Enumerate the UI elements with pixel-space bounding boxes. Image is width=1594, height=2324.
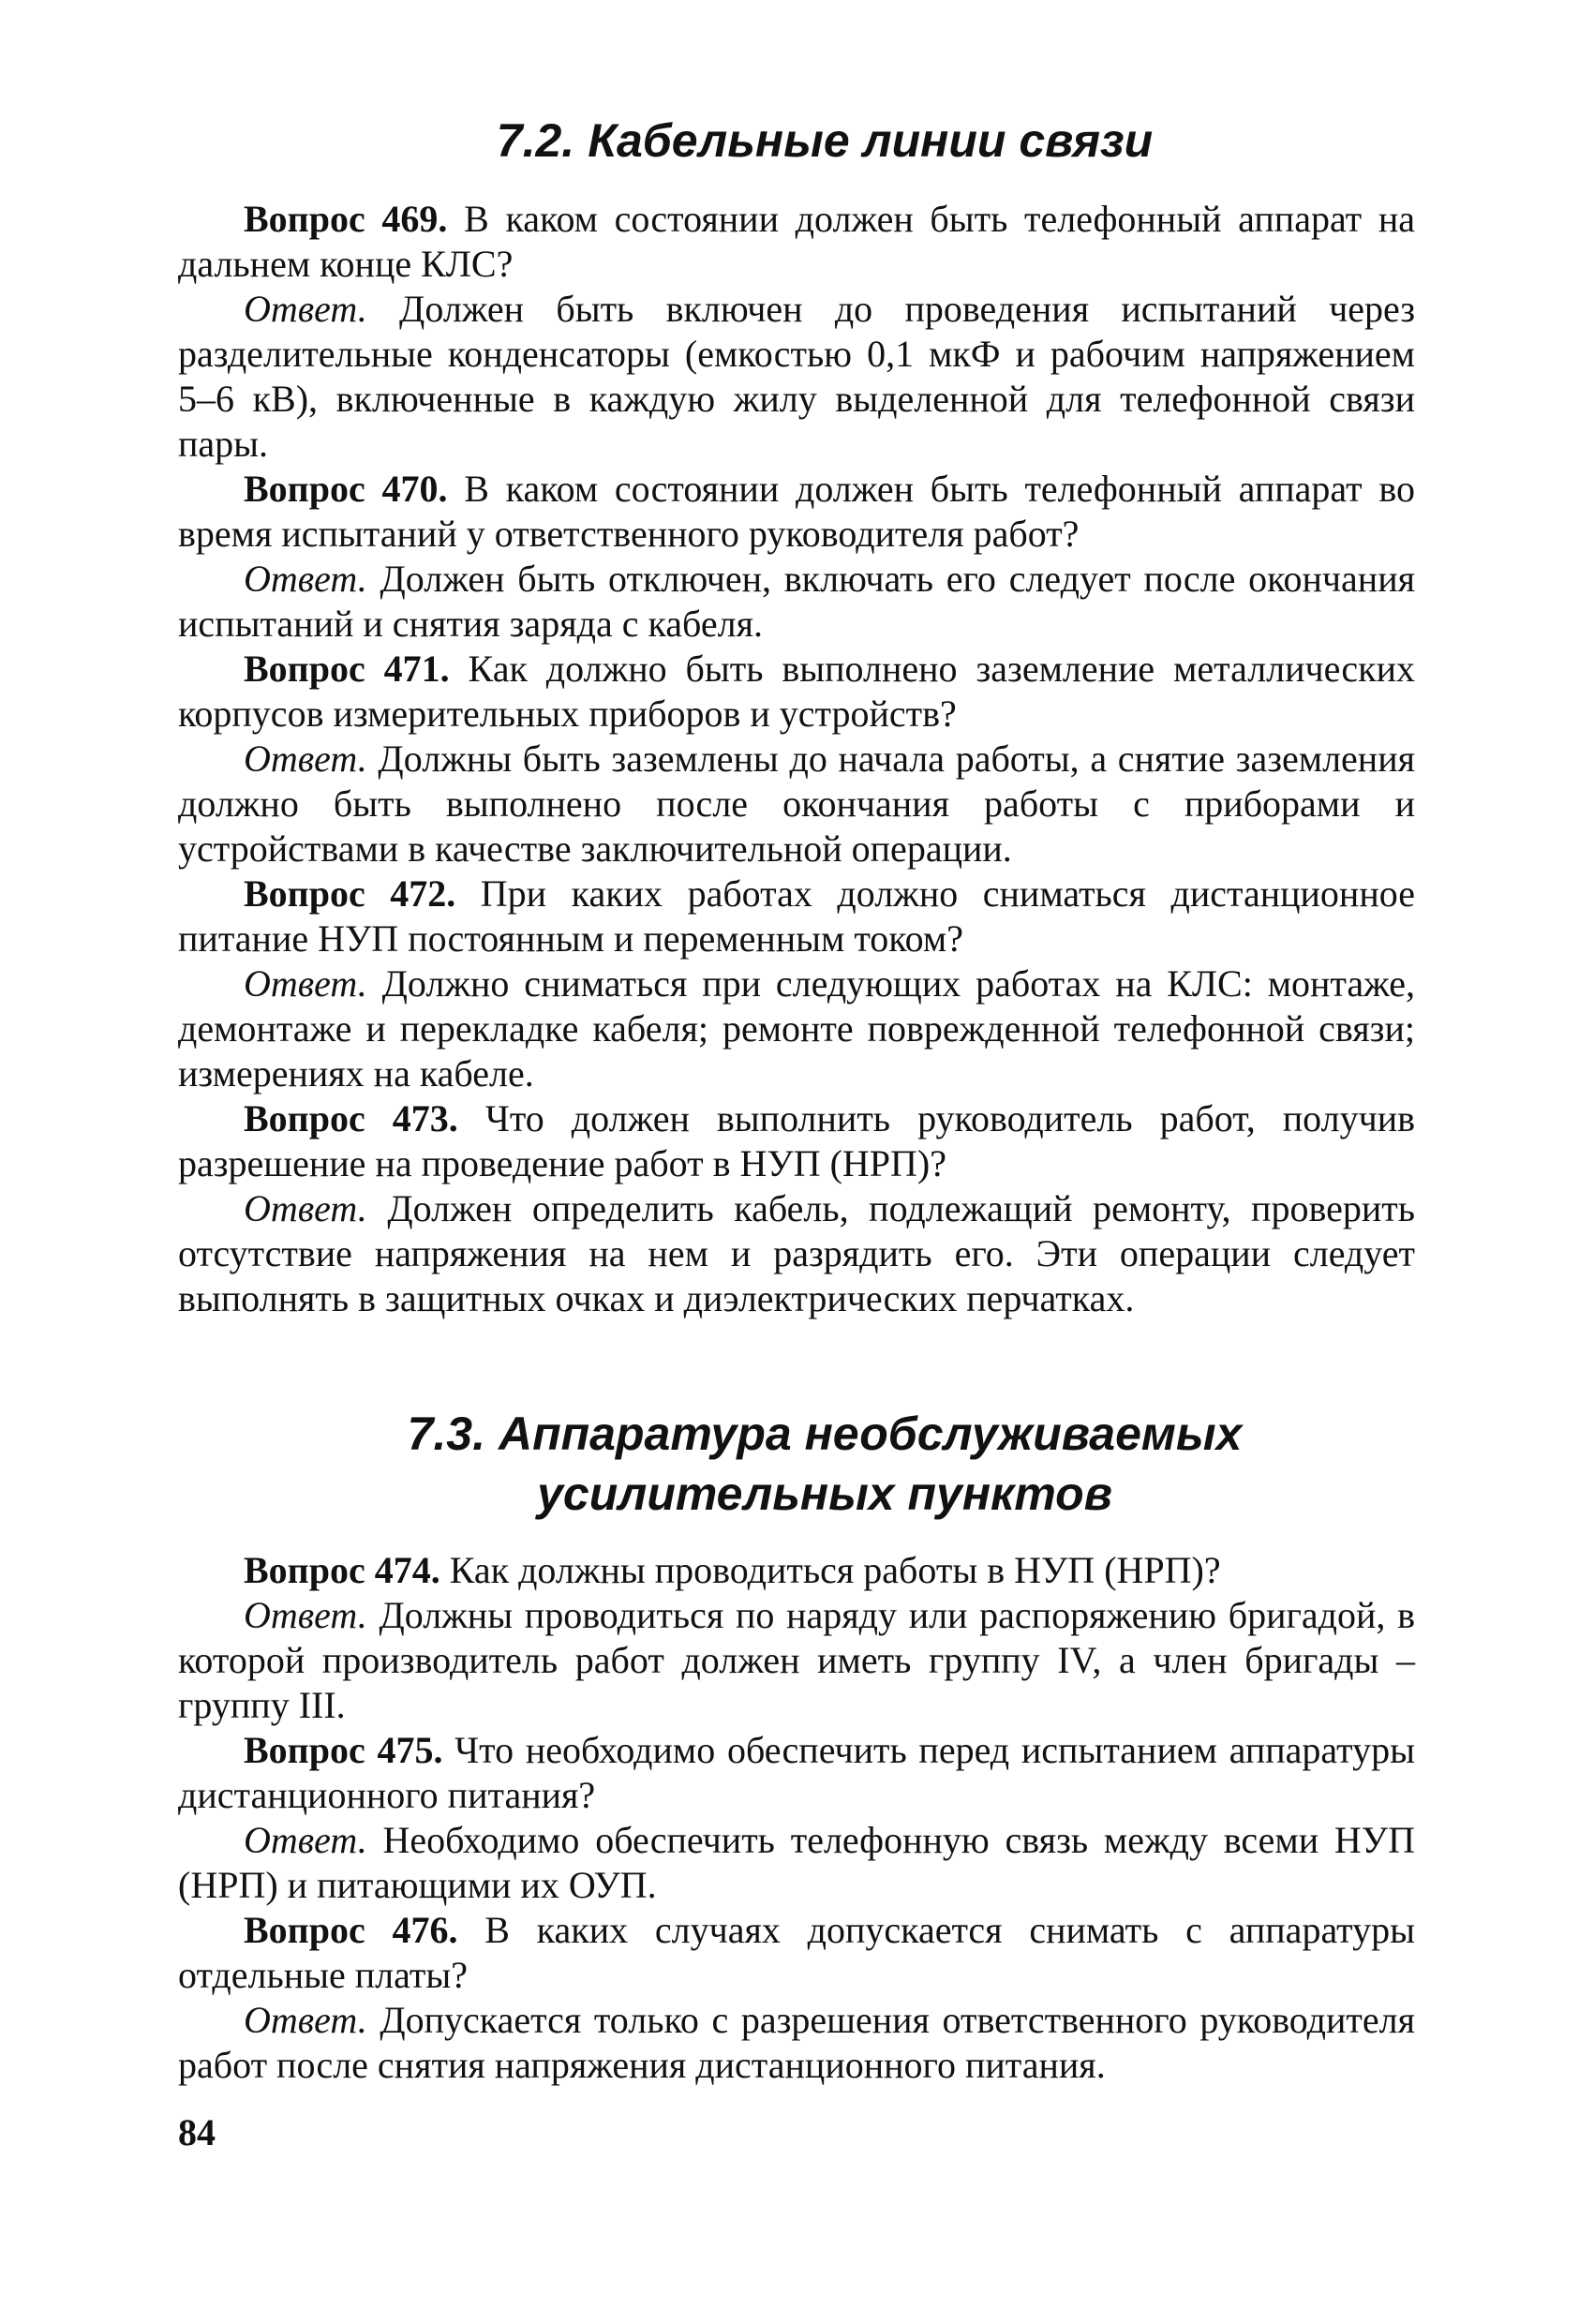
section-heading-7-3 xyxy=(234,1404,1415,1524)
question-label: Вопрос 474. xyxy=(244,1549,440,1591)
section-7-2-body xyxy=(178,197,1415,1321)
question-label: Вопрос 475. xyxy=(244,1729,443,1771)
question-text: При каких работах должно сниматься дистанционное питание НУП постоянным и переменным током? xyxy=(178,872,1415,960)
question-text: Как должно быть выполнено заземление металлических корпусов измерительных приборов и устройств? xyxy=(178,648,1415,735)
section-title-line-2: усилительных пунктов xyxy=(537,1467,1112,1520)
answer-text: Должно сниматься при следующих работах на КЛС: монтаже, демонтаже и перекладке кабеля; ремонте поврежденной телефонной связи; измерениях на кабеле. xyxy=(178,962,1415,1095)
question-label: Вопрос 476. xyxy=(244,1909,458,1951)
answer-text: Допускается только с разрешения ответственного руководителя работ после снятия напряжения дистанционного питания. xyxy=(178,1999,1415,2086)
answer xyxy=(178,737,1415,872)
question-text: Что необходимо обеспечить перед испытанием аппаратуры дистанционного питания? xyxy=(178,1729,1415,1816)
question xyxy=(178,1728,1415,1818)
answer-text: Должен быть отключен, включать его следует после окончания испытаний и снятия заряда с кабеля. xyxy=(178,558,1415,645)
question xyxy=(178,197,1415,287)
answer-text: Должны быть заземлены до начала работы, а снятие заземления должно быть выполнено после окончания работы с приборами и устройствами в качестве заключительной операции. xyxy=(178,737,1415,870)
question-label: Вопрос 472. xyxy=(244,872,456,915)
qa-item-472 xyxy=(178,872,1415,1096)
answer-label: Ответ. xyxy=(244,1594,367,1636)
question-text: В каком состоянии должен быть телефонный аппарат во время испытаний у ответственного руководителя работ? xyxy=(178,468,1415,555)
question xyxy=(178,467,1415,557)
qa-item-470 xyxy=(178,467,1415,647)
question-text: Что должен выполнить руководитель работ, получив разрешение на проведение работ в НУП (НРП)? xyxy=(178,1097,1415,1184)
question xyxy=(178,647,1415,737)
answer-label: Ответ. xyxy=(244,558,367,600)
answer xyxy=(178,1998,1415,2088)
question-label: Вопрос 469. xyxy=(244,198,448,240)
answer-text: Необходимо обеспечить телефонную связь между всеми НУП (НРП) и питающими их ОУП. xyxy=(178,1819,1415,1906)
section-number: 7.2. xyxy=(496,114,575,167)
answer xyxy=(178,1593,1415,1728)
question xyxy=(178,872,1415,961)
answer xyxy=(178,1818,1415,1908)
page-number: 84 xyxy=(178,2111,216,2153)
section-heading-7-2 xyxy=(234,111,1415,171)
answer-text: Должны проводиться по наряду или распоряжению бригадой, в которой производитель работ должен иметь группу IV, а член бригады – группу III. xyxy=(178,1594,1415,1726)
question-label: Вопрос 470. xyxy=(244,468,448,510)
answer xyxy=(178,287,1415,467)
answer-label: Ответ. xyxy=(244,1819,367,1861)
question-text: В каких случаях допускается снимать с аппаратуры отдельные платы? xyxy=(178,1909,1415,1996)
section-title: Кабельные линии связи xyxy=(588,114,1154,167)
answer-label: Ответ. xyxy=(244,962,367,1005)
section-title: Аппаратура необслуживаемых xyxy=(498,1408,1243,1460)
answer-label: Ответ. xyxy=(244,1187,367,1229)
answer-label: Ответ. xyxy=(244,1999,367,2041)
qa-item-476 xyxy=(178,1908,1415,2088)
question xyxy=(178,1096,1415,1186)
answer-text: Должен определить кабель, подлежащий ремонту, проверить отсутствие напряжения на нем и разрядить его. Эти операции следует выполнять в защитных очках и диэлектрических перчатках. xyxy=(178,1187,1415,1319)
answer xyxy=(178,961,1415,1096)
question xyxy=(178,1908,1415,1998)
question-label: Вопрос 473. xyxy=(244,1097,458,1140)
qa-item-471 xyxy=(178,647,1415,872)
question-text: В каком состоянии должен быть телефонный аппарат на дальнем конце КЛС? xyxy=(178,198,1415,285)
section-7-3-body xyxy=(178,1548,1415,2088)
qa-item-469 xyxy=(178,197,1415,467)
question-text: Как должны проводиться работы в НУП (НРП)? xyxy=(439,1549,1221,1591)
answer xyxy=(178,557,1415,647)
answer-label: Ответ. xyxy=(244,737,367,780)
answer xyxy=(178,1186,1415,1321)
question xyxy=(178,1548,1415,1593)
question-label: Вопрос 471. xyxy=(244,648,450,690)
answer-text: Должен быть включен до проведения испытаний через разделительные конденсаторы (емкостью 0,1 мкФ и рабочим напряжением 5–6 кВ), включенные в каждую жилу выделенной для телефонной связи пары. xyxy=(178,288,1415,465)
answer-label: Ответ. xyxy=(244,288,367,330)
section-number: 7.3. xyxy=(407,1408,485,1460)
qa-item-474 xyxy=(178,1548,1415,1728)
qa-item-473 xyxy=(178,1096,1415,1321)
qa-item-475 xyxy=(178,1728,1415,1908)
